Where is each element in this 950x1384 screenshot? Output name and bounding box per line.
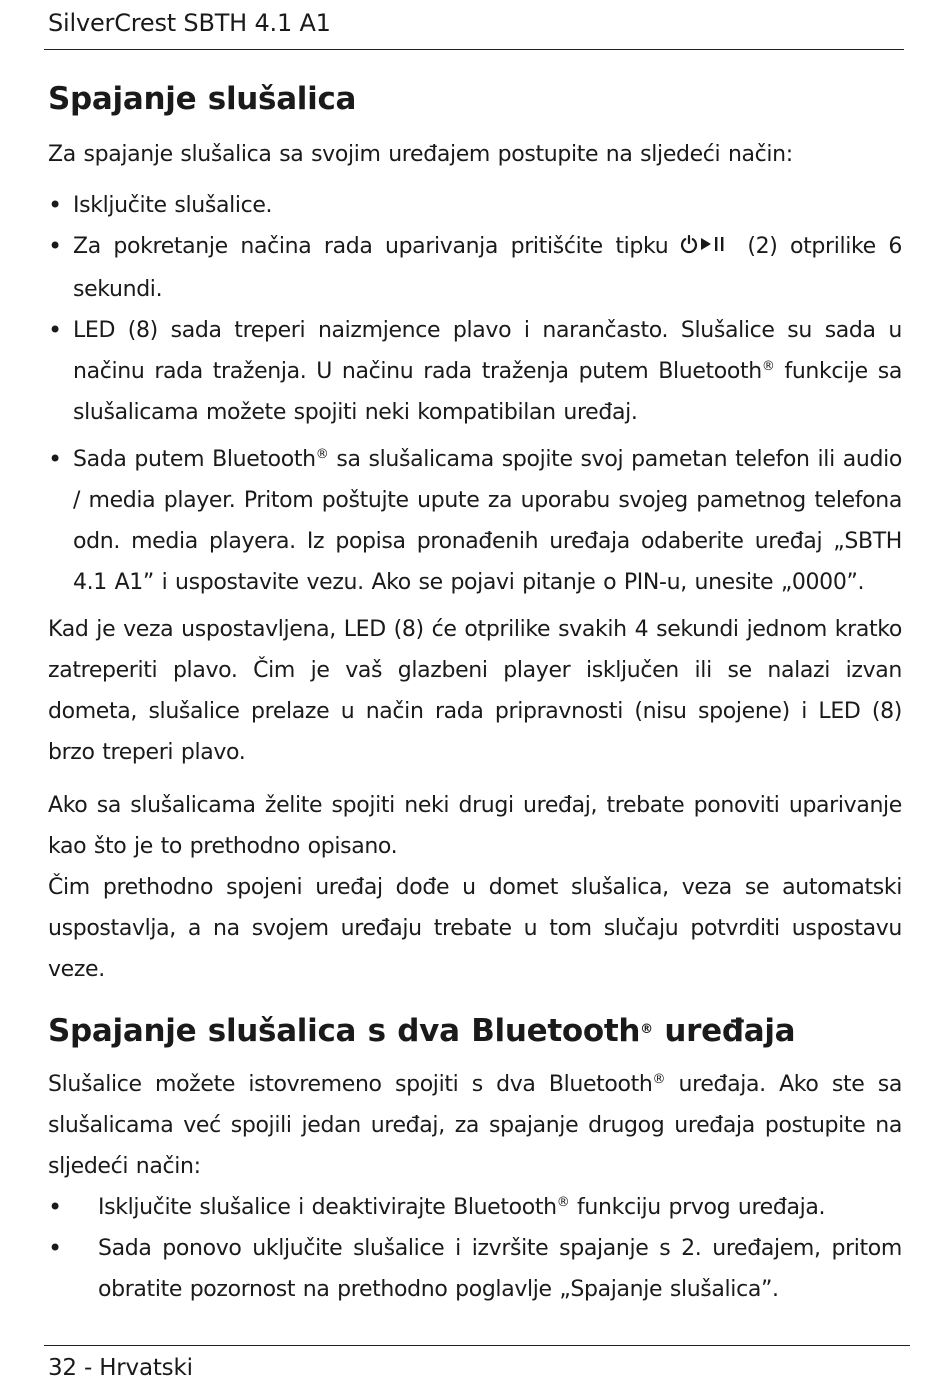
- section-intro: [48, 1064, 902, 1187]
- list-item-text: funkcije sa slušalicama možete spojiti neki kompatibilan uređaj.: [73, 359, 902, 425]
- document-header: SilverCrest SBTH 4.1 A1: [48, 9, 331, 37]
- section-heading-pairing: Spajanje slušalica: [48, 81, 357, 117]
- page-footer: 32 - Hrvatski: [48, 1355, 193, 1381]
- registered-mark: ®: [761, 359, 775, 374]
- paragraph-repeat-pairing: Ako sa slušalicama želite spojiti neki drugi uređaj, trebate ponoviti uparivanje kao što je to prethodno opisano.: [48, 793, 902, 859]
- list-item: [48, 1228, 902, 1310]
- list-item: [48, 310, 902, 433]
- list-item-text: Isključite slušalice.: [73, 193, 273, 218]
- play-pause-power-icon: [681, 228, 735, 269]
- paragraph-auto-reconnect: Čim prethodno spojeni uređaj dođe u domet slušalica, veza se automatski uspostavlja, a na svojem uređaju trebate u tom slučaju potvrditi uspostavu veze.: [48, 875, 902, 982]
- two-device-steps-list: [48, 1187, 902, 1310]
- list-item-text: funkciju prvog uređaja.: [569, 1195, 826, 1220]
- list-item-text: sa slušalicama spojite svoj pametan telefon ili audio / media player. Pritom poštujte upute za uporabu svojeg pametnog telefona odn. media playera. Iz popisa pronađenih uređaja odaberite uređaj „SBTH 4.1 A1” i uspostavite vezu. Ako se pojavi pitanje o PIN-u, unesite „0000”.: [73, 447, 902, 595]
- pairing-steps-list: [48, 185, 902, 603]
- registered-mark: ®: [315, 447, 329, 462]
- list-item-text: Za pokretanje načina rada uparivanja pritišćite tipku: [73, 234, 669, 259]
- heading-text: uređaja: [652, 1013, 796, 1049]
- page-content: [48, 76, 902, 1310]
- list-item-text: (2) otprilike 6 sekundi.: [73, 234, 902, 302]
- list-item-text: Sada putem Bluetooth: [73, 447, 316, 472]
- paragraph-connection-status: Kad je veza uspostavljena, LED (8) će otprilike svakih 4 sekundi jednom kratko zatreperiti plavo. Čim je vaš glazbeni player isključen ili se nalazi izvan dometa, slušalice prelaze u način rada pripravnosti (nisu spojene) i LED (8) brzo treperi plavo.: [48, 617, 902, 765]
- list-item: [48, 1187, 902, 1228]
- registered-mark: ®: [652, 1072, 666, 1087]
- list-item: [48, 185, 902, 226]
- section-intro: Za spajanje slušalica sa svojim uređajem postupite na sljedeći način:: [48, 142, 793, 167]
- list-item: [48, 439, 902, 603]
- header-divider: [44, 49, 904, 50]
- intro-text: uređaja. Ako ste sa slušalicama već spojili jedan uređaj, za spajanje drugog uređaja postupite na sljedeći način:: [48, 1072, 902, 1179]
- registered-mark: ®: [640, 1022, 653, 1037]
- list-item: [48, 226, 902, 310]
- intro-text: Slušalice možete istovremeno spojiti s dva Bluetooth: [48, 1072, 653, 1097]
- list-item-text: LED (8) sada treperi naizmjence plavo i narančasto. Slušalice su sada u načinu rada traženja. U načinu rada traženja putem Bluetooth: [73, 318, 902, 384]
- footer-divider: [44, 1345, 910, 1346]
- list-item-text: Sada ponovo uključite slušalice i izvršite spajanje s 2. uređajem, pritom obratite pozornost na prethodno poglavlje „Spajanje slušalica”.: [98, 1236, 902, 1302]
- registered-mark: ®: [556, 1195, 570, 1210]
- heading-text: Spajanje slušalica s dva Bluetooth: [48, 1013, 641, 1049]
- section-heading-two-devices: [48, 1008, 902, 1054]
- list-item-text: Isključite slušalice i deaktivirajte Bluetooth: [98, 1195, 557, 1220]
